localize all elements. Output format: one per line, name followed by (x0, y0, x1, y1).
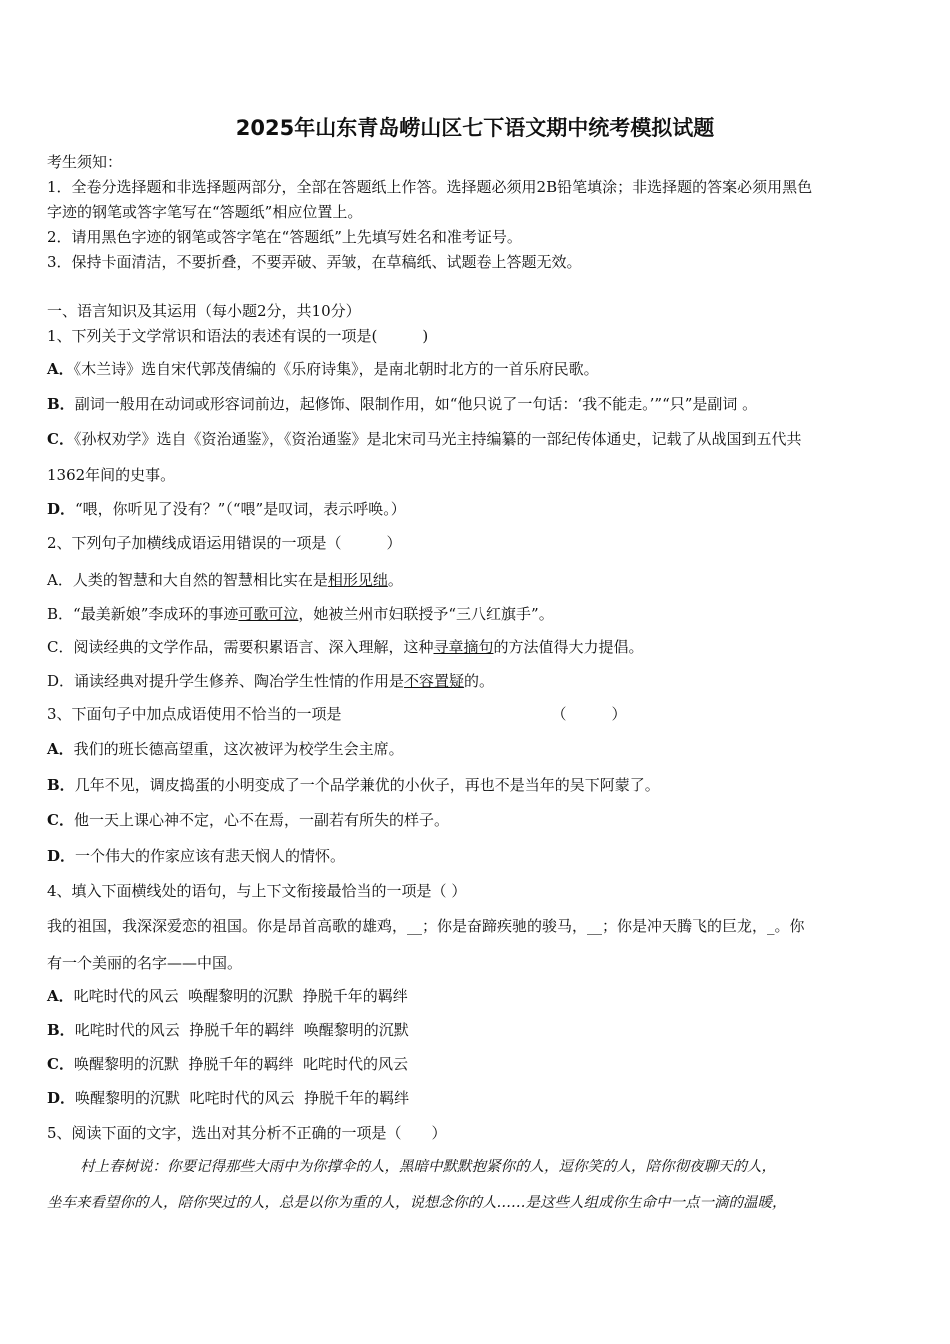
q4-option-b[interactable] (47, 1020, 409, 1040)
q5-stem: 5、阅读下面的文字，选出对其分析不正确的一项是（ ） (47, 1124, 447, 1142)
option-text: 几年不见，调皮捣蛋的小明变成了一个品学兼优的小伙子，再也不是当年的吴下阿蒙了。 (74, 776, 660, 794)
q5-passage-cont: 坐车来看望你的人，陪你哭过的人，总是以你为重的人，说想念你的人……是这些人组成你生命中一点一滴的温暖， (47, 1195, 787, 1211)
option-label: B． (47, 1021, 75, 1039)
answer-paren: （ ） (551, 705, 627, 723)
option-text: A．人类的智慧和大自然的智慧相比实在是 (47, 571, 328, 589)
q2-stem: 2、下列句子加横线成语运用错误的一项是（ ） (47, 534, 402, 552)
underlined-idiom: 寻章摘句 (433, 638, 494, 656)
option-text: 他一天上课心神不定，心不在焉，一副若有所失的样子。 (73, 811, 449, 829)
option-label: B． (47, 395, 75, 413)
option-text: 叱咤时代的风云 挣脱千年的羁绊 唤醒黎明的沉默 (74, 1021, 409, 1039)
q2-option-b[interactable] (47, 604, 554, 624)
q1-stem: 1、下列关于文学常识和语法的表述有误的一项是( ) (47, 327, 429, 345)
q3-option-a[interactable] (47, 739, 404, 759)
option-label: D． (47, 847, 76, 865)
underlined-idiom: 不容置疑 (404, 672, 465, 690)
q3-option-b[interactable] (47, 775, 660, 795)
q4-passage-cont: 有一个美丽的名字——中国。 (47, 954, 243, 972)
q4-option-d[interactable] (47, 1088, 409, 1108)
q4-passage: 我的祖国，我深深爱恋的祖国。你是昂首高歌的雄鸡，__；你是奋蹄疾驰的骏马，__；你是冲天腾飞的巨龙，_。你 (47, 917, 805, 935)
option-text: 一个伟大的作家应该有悲天悯人的情怀。 (75, 847, 346, 865)
option-label: C． (47, 1055, 74, 1073)
notice-item-3: 3．保持卡面清洁，不要折叠，不要弄破、弄皱，在草稿纸、试题卷上答题无效。 (47, 253, 582, 271)
option-text: 《孙权劝学》选自《资治通鉴》，《资治通鉴》是北宋司马光主持编纂的一部纪传体通史，记载了从战国到五代共 (73, 430, 802, 448)
q3-stem (47, 704, 627, 724)
stem-text: 3、下面句子中加点成语使用不恰当的一项是 (47, 705, 342, 723)
q1-option-d[interactable] (47, 499, 406, 519)
option-text: ，她被兰州市妇联授予“三八红旗手”。 (298, 605, 554, 623)
notice-item-2: 2．请用黑色字迹的钢笔或答字笔在“答题纸”上先填写姓名和准考证号。 (47, 228, 522, 246)
option-text: 。 (387, 571, 403, 589)
underlined-idiom: 可歌可泣 (238, 605, 299, 623)
option-text: 副词一般用在动词或形容词前边，起修饰、限制作用，如“他只说了一句话：‘我不能走。’”“只”是副词 。 (74, 395, 758, 413)
option-text: B．“最美新娘”李成环的事迹 (47, 605, 239, 623)
q2-option-a[interactable] (47, 570, 403, 590)
q4-option-a[interactable] (47, 986, 408, 1006)
option-text: 《木兰诗》选自宋代郭茂倩编的《乐府诗集》，是南北朝时北方的一首乐府民歌。 (73, 360, 599, 378)
option-label: C． (47, 430, 74, 448)
option-text: 的方法值得大力提倡。 (493, 638, 644, 656)
underlined-idiom: 相形见绌 (327, 571, 388, 589)
option-text: 的。 (464, 672, 495, 690)
q1-option-c-cont: 1362年间的史事。 (47, 466, 176, 484)
option-label: B． (47, 776, 75, 794)
option-label: D． (47, 500, 76, 518)
option-text: 叱咤时代的风云 唤醒黎明的沉默 挣脱千年的羁绊 (73, 987, 408, 1005)
notice-item-1: 1．全卷分选择题和非选择题两部分，全部在答题纸上作答。选择题必须用2B铅笔填涂；非选择题的答案必须用黑色 (47, 178, 813, 196)
q4-option-c[interactable] (47, 1054, 408, 1074)
q1-option-a[interactable] (47, 359, 599, 379)
option-label: A． (47, 360, 74, 378)
option-text: 唤醒黎明的沉默 叱咤时代的风云 挣脱千年的羁绊 (75, 1089, 410, 1107)
option-text: 唤醒黎明的沉默 挣脱千年的羁绊 叱咤时代的风云 (73, 1055, 409, 1073)
page-title: 2025年山东青岛崂山区七下语文期中统考模拟试题 (235, 116, 715, 140)
notice-heading: 考生须知： (47, 153, 123, 171)
option-label: C． (47, 811, 74, 829)
option-label: A． (47, 987, 74, 1005)
option-label: A． (47, 740, 74, 758)
option-text: D．诵读经典对提升学生修养、陶冶学生性情的作用是 (47, 672, 405, 690)
q1-option-b[interactable] (47, 394, 757, 414)
q2-option-c[interactable] (47, 637, 644, 657)
q2-option-d[interactable] (47, 671, 494, 691)
q3-option-d[interactable] (47, 846, 345, 866)
option-text: “喂，你听见了没有？”（“喂”是叹词，表示呼唤。） (75, 500, 406, 518)
q1-option-c[interactable] (47, 429, 801, 449)
q4-stem: 4、填入下面横线处的语句，与上下文衔接最恰当的一项是（ ） (47, 882, 467, 900)
q5-passage: 村上春树说：你要记得那些大雨中为你撑伞的人，黑暗中默默抱紧你的人，逗你笑的人，陪你彻夜聊天的人， (80, 1159, 776, 1175)
q3-option-c[interactable] (47, 810, 449, 830)
option-label: D． (47, 1089, 76, 1107)
option-text: C．阅读经典的文学作品，需要积累语言、深入理解，这种 (47, 638, 434, 656)
section-heading: 一、语言知识及其运用（每小题2分，共10分） (47, 302, 361, 320)
option-text: 我们的班长德高望重，这次被评为校学生会主席。 (73, 740, 404, 758)
notice-item-1-cont: 字迹的钢笔或答字笔写在“答题纸”相应位置上。 (47, 203, 363, 221)
